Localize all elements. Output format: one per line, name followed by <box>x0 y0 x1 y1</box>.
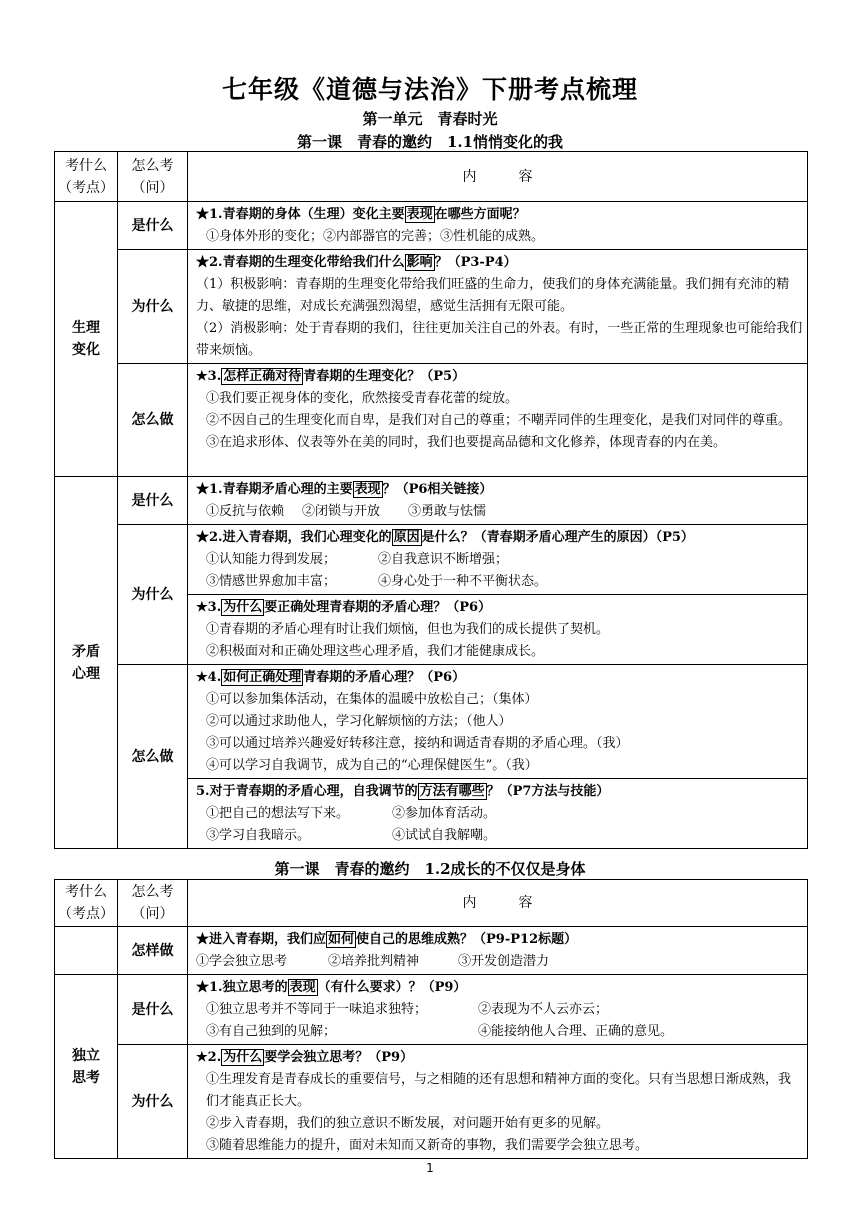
ask-type-cell: 是什么 <box>118 975 188 1045</box>
question-text: ★4. 如何正确处理 青春期的矛盾心理？（P6） <box>196 670 466 685</box>
content-cell: ★1.青春期矛盾心理的主要 表现 ？（P6相关链接） ①反抗与依赖 ②闭锁与开放 ③勇敢与怯懦 <box>188 477 808 525</box>
question-text: ★1.青春期矛盾心理的主要 表现 ？（P6相关链接） <box>196 482 493 497</box>
lesson-heading-1: 第一课 青春的邀约 1.1悄悄变化的我 <box>296 133 564 151</box>
table-row <box>55 1045 808 1159</box>
question-text: ★进入青春期，我们应 如何 使自己的思维成熟？（P9-P12标题） <box>196 932 578 947</box>
ask-type-cell: 怎么做 <box>118 364 188 477</box>
table-row <box>55 250 808 364</box>
content-cell: ★1.独立思考的 表现 （有什么要求）？（P9） ①独立思考并不等同于一味追求独特； ②表现为不人云亦云； ③有自己独到的见解； ④能接纳他人合理、正确的意见。 <box>188 975 808 1045</box>
topic-cell-empty <box>55 927 118 975</box>
header-content: 内 容 <box>188 152 808 202</box>
content-cell: ★进入青春期，我们应 如何 使自己的思维成熟？（P9-P12标题） ①学会独立思考 ②培养批判精神 ③开发创造潜力 <box>188 927 808 975</box>
table-row <box>55 364 808 477</box>
keyword-box: 表现 <box>354 482 381 497</box>
content-cell: ★2.青春期的生理变化带给我们什么 影响 ？（P3-P4） （1）积极影响：青春期的生理变化带给我们旺盛的生命力，使我们的身体充满能量。我们拥有充沛的精力、敏捷的思维，对成长充满强烈渴望，感觉生活拥有无限可能。 （2）消极影响：处于青春期的我们，往往更加关注自己的外表。有时，一些正常的生理现象也可能给我们带来烦恼。 <box>188 250 808 364</box>
table-row <box>55 975 808 1045</box>
header-exam-point: 考什么 （考点） <box>55 152 118 202</box>
content-cell: ★4. 如何正确处理 青春期的矛盾心理？（P6） ①可以参加集体活动，在集体的温暖中放松自己；（集体） ②可以通过求助他人，学习化解烦恼的方法；（他人） ③可以通过培养兴趣爱好转移注意，接纳和调适青春期的矛盾心理。（我） ④可以学习自我调节，成为自己的“心理保健医生”。（我） <box>188 665 808 779</box>
content-cell: ★3. 为什么 要正确处理青春期的矛盾心理？（P6） ①青春期的矛盾心理有时让我们烦恼，但也为我们的成长提供了契机。 ②积极面对和正确处理这些心理矛盾，我们才能健康成长。 <box>188 595 808 665</box>
content-cell: ★3. 怎样正确对待 青春期的生理变化？（P5） ①我们要正视身体的变化，欣然接受青春花蕾的绽放。 ②不因自己的生理变化而自卑，是我们对自己的尊重；不嘲弄同伴的生理变化，是我们对同伴的尊重。 ③在追求形体、仪表等外在美的同时，我们也要提高品德和文化修养，体现青春的内在美。 <box>188 364 808 477</box>
exam-points-table-1 <box>54 151 808 849</box>
content-cell: ★1.青春期的身体（生理）变化主要 表现 在哪些方面呢？ ①身体外形的变化；②内部器官的完善；③性机能的成熟。 <box>188 202 808 250</box>
table-header-row <box>55 152 808 202</box>
topic-cell: 矛盾 心理 <box>55 477 118 849</box>
keyword-box: 怎样正确对待 <box>223 369 302 384</box>
question-text: ★2. 为什么 要学会独立思考？（P9） <box>196 1050 414 1065</box>
question-text: ★2.进入青春期，我们心理变化的 原因 是什么？（青春期矛盾心理产生的原因）（P5） <box>196 530 694 545</box>
keyword-box: 原因 <box>393 530 420 545</box>
question-text: ★1.青春期的身体（生理）变化主要 表现 在哪些方面呢？ <box>196 207 526 222</box>
header-exam-point: 考什么 （考点） <box>55 880 118 927</box>
question-text: ★3. 怎样正确对待 青春期的生理变化？（P5） <box>196 369 466 384</box>
topic-cell: 生理 变化 <box>55 202 118 477</box>
table-row <box>55 477 808 525</box>
keyword-box: 方法有哪些 <box>419 784 485 799</box>
table-header-row <box>55 880 808 927</box>
table-row <box>55 927 808 975</box>
header-content: 内 容 <box>188 880 808 927</box>
content-cell: 5.对于青春期的矛盾心理，自我调节的 方法有哪些 ？（P7方法与技能） ①把自己的想法写下来。 ②参加体育活动。 ③学习自我暗示。 ④试试自我解嘲。 <box>188 779 808 849</box>
keyword-box: 表现 <box>406 207 433 222</box>
ask-type-cell: 怎么做 <box>118 665 188 849</box>
question-text: ★1.独立思考的 表现 （有什么要求）？（P9） <box>196 980 467 995</box>
question-text: 5.对于青春期的矛盾心理，自我调节的 方法有哪些 ？（P7方法与技能） <box>196 784 610 799</box>
ask-type-cell: 为什么 <box>118 250 188 364</box>
table-row <box>55 202 808 250</box>
ask-type-cell: 为什么 <box>118 1045 188 1159</box>
ask-type-cell: 怎样做 <box>118 927 188 975</box>
content-cell: ★2.进入青春期，我们心理变化的 原因 是什么？（青春期矛盾心理产生的原因）（P5） ①认知能力得到发展； ②自我意识不断增强； ③情感世界愈加丰富； ④身心处于一种不平衡状态。 <box>188 525 808 595</box>
ask-type-cell: 是什么 <box>118 202 188 250</box>
table-row <box>55 665 808 779</box>
ask-type-cell: 是什么 <box>118 477 188 525</box>
question-text: ★3. 为什么 要正确处理青春期的矛盾心理？（P6） <box>196 600 492 615</box>
keyword-box: 如何 <box>328 932 355 947</box>
keyword-box: 如何正确处理 <box>223 670 302 685</box>
header-question-type: 怎么考 （问） <box>118 152 188 202</box>
unit-heading: 第一单元 青春时光 <box>362 110 498 128</box>
keyword-box: 为什么 <box>223 600 263 615</box>
keyword-box: 影响 <box>406 255 433 270</box>
page-number: 1 <box>426 1161 434 1175</box>
table-row <box>55 525 808 595</box>
keyword-box: 为什么 <box>223 1050 263 1065</box>
keyword-box: 表现 <box>289 980 316 995</box>
question-text: ★2.青春期的生理变化带给我们什么 影响 ？（P3-P4） <box>196 255 517 270</box>
ask-type-cell: 为什么 <box>118 525 188 665</box>
header-question-type: 怎么考 （问） <box>118 880 188 927</box>
topic-cell: 独立 思考 <box>55 975 118 1159</box>
lesson-heading-2: 第一课 青春的邀约 1.2成长的不仅仅是身体 <box>274 860 586 878</box>
document-title: 七年级《道德与法治》下册考点梳理 <box>221 75 638 104</box>
exam-points-table-2 <box>54 879 808 1159</box>
content-cell: ★2. 为什么 要学会独立思考？（P9） ①生理发育是青春成长的重要信号，与之相随的还有思想和精神方面的变化。只有当思想日渐成熟，我们才能真正长大。 ②步入青春期，我们的独立意识不断发展，对问题开始有更多的见解。 ③随着思维能力的提升，面对未知而又新奇的事物，我们需要学会独立思考。 <box>188 1045 808 1159</box>
